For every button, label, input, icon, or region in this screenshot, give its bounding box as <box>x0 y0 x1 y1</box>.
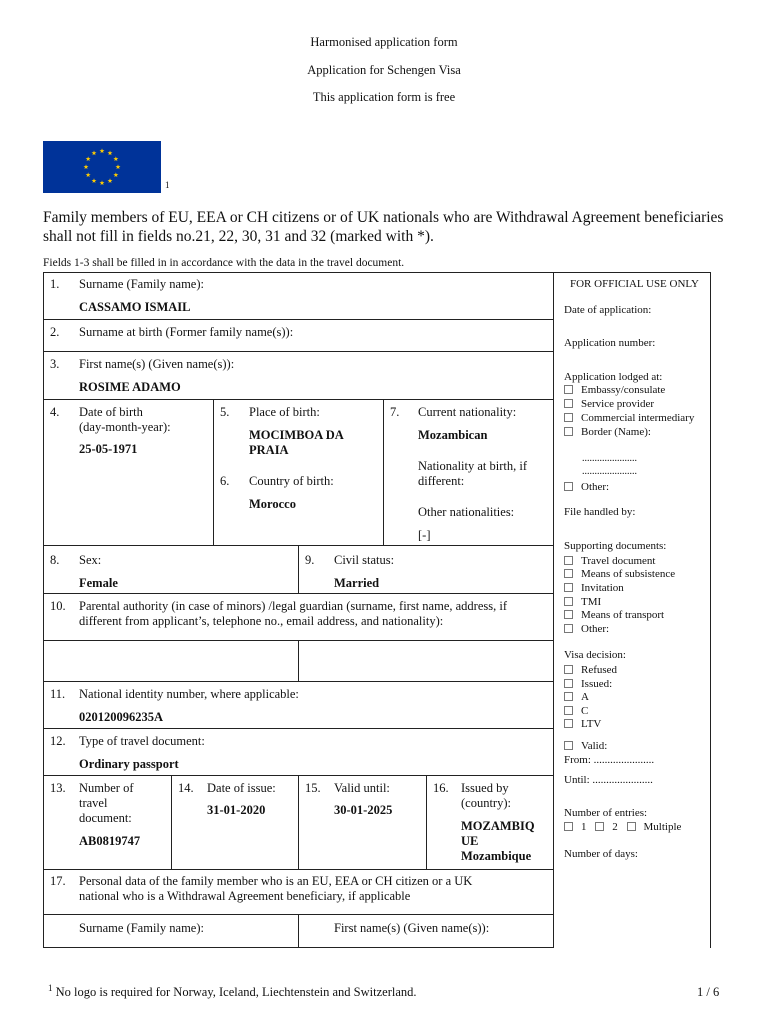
support-option-tmi[interactable]: TMI <box>564 596 601 609</box>
field-10-number: 10. <box>50 599 66 613</box>
visa-decision-label: Visa decision: <box>564 649 626 661</box>
eu-flag-logo <box>43 141 161 193</box>
valid-from-label: From: ...................... <box>564 754 655 766</box>
checkbox-icon <box>564 692 573 701</box>
place-of-birth-value-line1[interactable]: MOCIMBOA DA <box>249 428 344 442</box>
field-9-label: Civil status: <box>334 553 395 567</box>
valid-option[interactable]: Valid: <box>564 740 607 753</box>
field-16-label-line2: (country): <box>461 796 511 810</box>
country-of-birth-value[interactable]: Morocco <box>249 497 296 511</box>
free-notice: This application form is free <box>312 90 456 104</box>
field-12-label: Type of travel document: <box>79 734 205 748</box>
checkbox-icon[interactable] <box>595 822 604 831</box>
lodged-option-commercial-intermediary[interactable]: Commercial intermediary <box>564 412 694 425</box>
nationality-at-birth-label-line1: Nationality at birth, if <box>418 459 528 473</box>
eu-stars-icon <box>43 141 161 193</box>
field-1-label: Surname (Family name): <box>79 277 204 291</box>
decision-option-issued[interactable]: Issued: <box>564 678 612 691</box>
intro-text: Family members of EU, EEA or CH citizens or of UK nationals who are Withdrawal Agreement beneficiaries shall not fill in fields no.21, 22, 30, 31 and 32 (marked with *). <box>43 209 724 245</box>
field-4-label-line2: (day-month-year): <box>79 420 171 434</box>
field-17-label-line2: national who is a Withdrawal Agreement beneficiary, if applicable <box>79 889 411 903</box>
current-nationality-value[interactable]: Mozambican <box>418 428 488 442</box>
official-use-title: FOR OFFICIAL USE ONLY <box>570 278 699 290</box>
field-14-label: Date of issue: <box>207 781 276 795</box>
form-subtitle: Application for Schengen Visa <box>307 63 461 77</box>
checkbox-icon <box>564 569 573 578</box>
form-title: Harmonised application form <box>310 35 458 49</box>
application-number-label: Application number: <box>564 337 656 349</box>
field-4-number: 4. <box>50 405 60 419</box>
surname-value[interactable]: CASSAMO ISMAIL <box>79 300 191 314</box>
date-of-issue-value[interactable]: 31-01-2020 <box>207 803 266 817</box>
checkbox-icon <box>564 665 573 674</box>
national-id-value[interactable]: 020120096235A <box>79 710 164 724</box>
field-13-label-line1: Number of <box>79 781 134 795</box>
field-7-number: 7. <box>390 405 400 419</box>
field-1-number: 1. <box>50 277 60 291</box>
lodged-option-other[interactable]: Other: <box>564 481 609 494</box>
field-4-label-line1: Date of birth <box>79 405 143 419</box>
place-of-birth-value-line2[interactable]: PRAIA <box>249 443 289 457</box>
field-17-number: 17. <box>50 874 66 888</box>
flag-footnote-ref: 1 <box>165 180 170 190</box>
field-5-number: 5. <box>220 405 230 419</box>
checkbox-icon <box>564 741 573 750</box>
field-13-label-line3: document: <box>79 811 132 825</box>
valid-until-label: Until: ...................... <box>564 774 653 786</box>
guardian-field-right[interactable] <box>299 641 553 681</box>
field-13-label-line2: travel <box>79 796 108 810</box>
support-option-transport[interactable]: Means of transport <box>564 609 664 622</box>
field-12-number: 12. <box>50 734 66 748</box>
checkbox-icon <box>564 556 573 565</box>
date-of-application-label: Date of application: <box>564 304 652 316</box>
checkbox-icon <box>564 427 573 436</box>
first-name-value[interactable]: ROSIME ADAMO <box>79 380 181 394</box>
checkbox-icon <box>564 399 573 408</box>
field-16-label-line1: Issued by <box>461 781 509 795</box>
field-5-label: Place of birth: <box>249 405 320 419</box>
other-nationalities-label: Other nationalities: <box>418 505 515 519</box>
other-nationalities-value[interactable]: [-] <box>418 528 431 542</box>
checkbox-icon <box>564 719 573 728</box>
support-option-subsistence[interactable]: Means of subsistence <box>564 568 675 581</box>
checkbox-icon[interactable] <box>627 822 636 831</box>
lodged-at-label: Application lodged at: <box>564 371 663 383</box>
family-member-surname-label: Surname (Family name): <box>79 921 204 935</box>
page-number: 1 / 6 <box>697 985 720 999</box>
checkbox-icon <box>564 624 573 633</box>
field-3-label: First name(s) (Given name(s)): <box>79 357 235 371</box>
field-2-number: 2. <box>50 325 60 339</box>
support-option-invitation[interactable]: Invitation <box>564 582 624 595</box>
footnote: $^1$ No logo is required for Norway, Iceland, Liechtenstein and Switzerland. <box>48 983 417 1000</box>
supporting-documents-label: Supporting documents: <box>564 540 667 552</box>
issued-by-value-line1[interactable]: MOZAMBIQ <box>461 819 535 833</box>
file-handled-by-label: File handled by: <box>564 506 636 518</box>
number-of-entries-label: Number of entries: <box>564 807 648 819</box>
checkbox-icon <box>564 610 573 619</box>
issued-by-value-line2[interactable]: UE <box>461 834 479 848</box>
field-15-number: 15. <box>305 781 321 795</box>
field-17-label-line1: Personal data of the family member who is an EU, EEA or CH citizen or a UK <box>79 874 473 888</box>
field-6-number: 6. <box>220 474 230 488</box>
fields-note: Fields 1-3 shall be filled in in accordance with the data in the travel document. <box>43 257 405 269</box>
support-option-travel-document[interactable]: Travel document <box>564 555 655 568</box>
decision-option-c[interactable]: C <box>564 705 588 718</box>
travel-document-number-value[interactable]: AB0819747 <box>79 834 141 848</box>
field-16-number: 16. <box>433 781 449 795</box>
field-11-number: 11. <box>50 687 66 701</box>
border-name-dots-1: ...................... <box>582 453 637 464</box>
guardian-field-left[interactable] <box>44 641 298 681</box>
field-13-number: 13. <box>50 781 66 795</box>
field-9-number: 9. <box>305 553 315 567</box>
checkbox-icon <box>564 385 573 394</box>
field-14-number: 14. <box>178 781 194 795</box>
field-8-label: Sex: <box>79 553 102 567</box>
field-10-label-line1: Parental authority (in case of minors) /legal guardian (surname, first name, address, if <box>79 599 507 613</box>
decision-option-ltv[interactable]: LTV <box>564 718 601 731</box>
checkbox-icon <box>564 482 573 491</box>
entries-options[interactable]: 1 2 Multiple <box>564 821 681 834</box>
lodged-option-border[interactable]: Border (Name): <box>564 426 651 439</box>
checkbox-icon <box>564 583 573 592</box>
border-name-dots-2: ...................... <box>582 466 637 477</box>
field-3-number: 3. <box>50 357 60 371</box>
field-6-label: Country of birth: <box>249 474 334 488</box>
field-15-label: Valid until: <box>334 781 390 795</box>
field-8-number: 8. <box>50 553 60 567</box>
civil-status-value[interactable]: Married <box>334 576 380 590</box>
field-2-label: Surname at birth (Former family name(s)): <box>79 325 294 339</box>
checkbox-icon <box>564 706 573 715</box>
date-of-birth-value[interactable]: 25-05-1971 <box>79 442 138 456</box>
family-member-first-name-label: First name(s) (Given name(s)): <box>334 921 490 935</box>
valid-until-value[interactable]: 30-01-2025 <box>334 803 393 817</box>
nationality-at-birth-label-line2: different: <box>418 474 465 488</box>
field-11-label: National identity number, where applicable: <box>79 687 299 701</box>
decision-option-a[interactable]: A <box>564 691 589 704</box>
travel-document-type-value[interactable]: Ordinary passport <box>79 757 179 771</box>
checkbox-icon <box>564 413 573 422</box>
checkbox-icon <box>564 679 573 688</box>
lodged-option-embassy[interactable]: Embassy/consulate <box>564 384 665 397</box>
sex-value[interactable]: Female <box>79 576 118 590</box>
support-option-other[interactable]: Other: <box>564 623 609 636</box>
issued-by-value-line3[interactable]: Mozambique <box>461 849 532 863</box>
lodged-option-service-provider[interactable]: Service provider <box>564 398 654 411</box>
field-7-label: Current nationality: <box>418 405 517 419</box>
decision-option-refused[interactable]: Refused <box>564 664 617 677</box>
checkbox-icon[interactable] <box>564 822 573 831</box>
number-of-days-label: Number of days: <box>564 848 638 860</box>
field-10-label-line2: different from applicant’s, telephone no., email address, and nationality): <box>79 614 444 628</box>
checkbox-icon <box>564 597 573 606</box>
